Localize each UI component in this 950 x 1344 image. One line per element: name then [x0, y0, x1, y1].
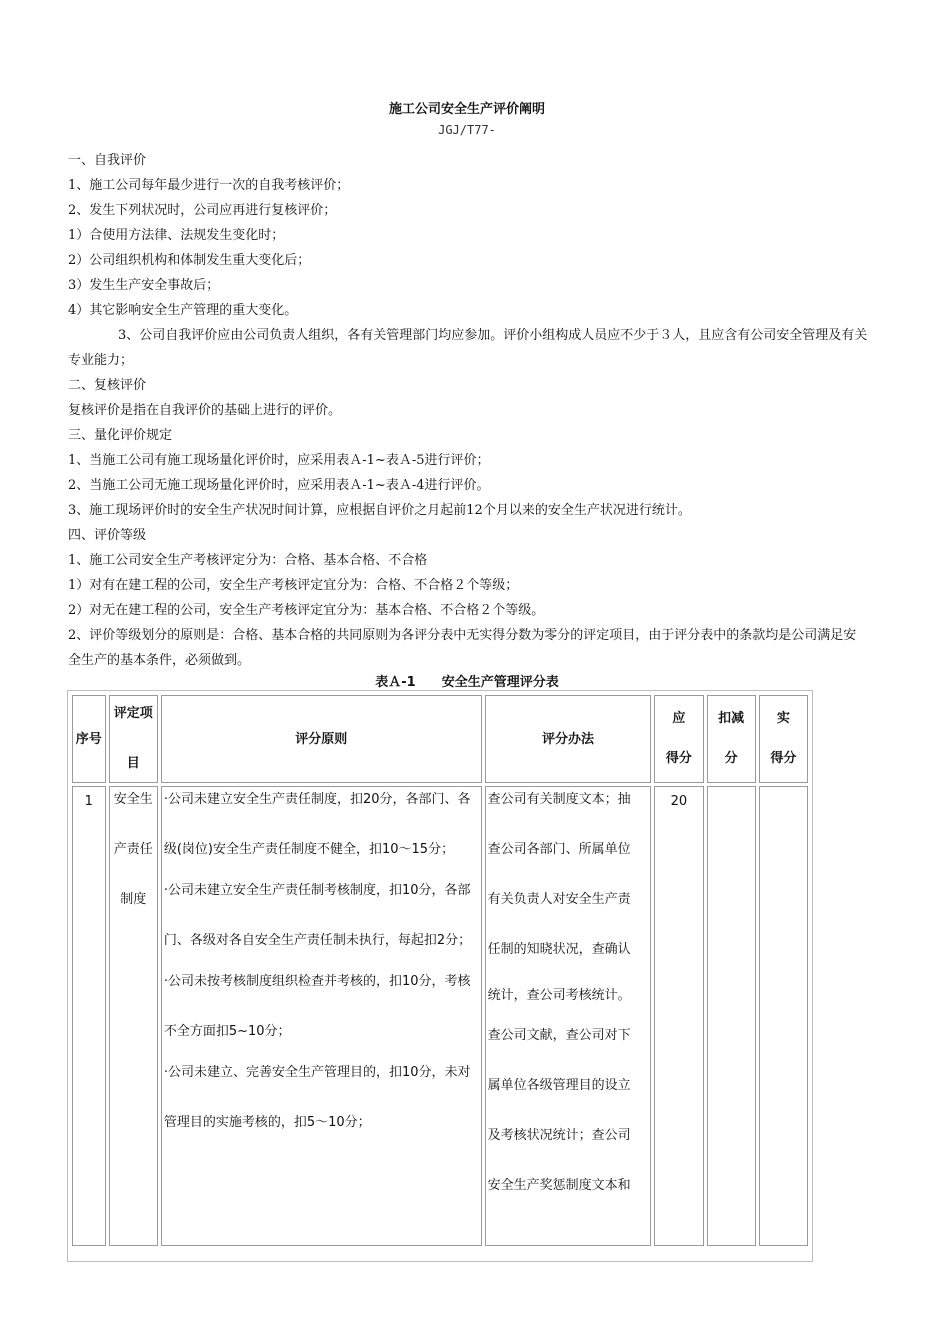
method-line: 有关负责人对安全生产责	[487, 892, 631, 907]
row-should-score	[654, 786, 703, 1246]
table-row	[72, 786, 808, 1246]
method-line: 查公司有关制度文本；抽	[487, 792, 631, 807]
header-actual	[759, 695, 808, 783]
method-line: 安全生产奖惩制度文本和	[487, 1178, 631, 1193]
header-item-line: 评定项	[113, 706, 153, 721]
document-body	[68, 148, 868, 673]
header-item-line: 目	[126, 756, 140, 771]
paragraph: 2）公司组织机构和体制发生重大变化后；	[68, 253, 311, 268]
should-score-value: 20	[670, 794, 688, 809]
paragraph: 4）其它影响安全生产管理的重大变化。	[68, 303, 298, 318]
paragraph: 三、量化评价规定	[68, 428, 173, 443]
paragraph: 2）对无在建工程的公司，安全生产考核评定宜分为：基本合格、不合格２个等级。	[68, 603, 545, 618]
score-table	[69, 692, 811, 1249]
rule-item: ·公司未建立安全生产责任制考核制度，扣10分，各部门、各级对各自安全生产责任制未执行，每起扣2分；	[163, 883, 472, 948]
standard-code: JGJ/T77-	[438, 123, 496, 137]
paragraph: 1）对有在建工程的公司，安全生产考核评定宜分为：合格、不合格２个等级；	[68, 578, 519, 593]
table-header-row	[72, 695, 808, 783]
header-deduct	[707, 695, 756, 783]
paragraph: 1、当施工公司有施工现场量化评价时，应采用表Ａ-1~表Ａ-5进行评价；	[68, 453, 490, 468]
table-caption-title: 安全生产管理评分表	[441, 675, 559, 690]
paragraph: 四、评价等级	[68, 528, 147, 543]
paragraph: 3）发生生产安全事故后；	[68, 278, 220, 293]
score-table-frame	[67, 690, 813, 1262]
paragraph: 一、自我评价	[68, 153, 147, 168]
row-item-line: 产责任	[113, 842, 153, 857]
row-actual	[759, 786, 808, 1246]
header-item	[109, 695, 158, 783]
header-rule: 评分原则	[161, 695, 482, 783]
paragraph: 1）合使用方法律、法规发生变化时；	[68, 228, 285, 243]
row-method	[485, 786, 652, 1246]
paragraph: 2、发生下列状况时，公司应再进行复核评价；	[68, 203, 337, 218]
row-item	[109, 786, 158, 1246]
row-rule	[161, 786, 482, 1246]
document-title: 施工公司安全生产评价阐明	[388, 102, 545, 117]
paragraph: 3、施工现场评价时的安全生产状况时间计算，应根据自评价之月起前12个月以来的安全生产状况进行统计。	[68, 503, 691, 518]
header-actual-line: 得分	[770, 751, 797, 766]
method-line: 查公司文献，查公司对下	[487, 1028, 631, 1043]
paragraph: 1、施工公司每年最少进行一次的自我考核评价；	[68, 178, 350, 193]
row-deduct	[707, 786, 756, 1246]
paragraph: 二、复核评价	[68, 378, 147, 393]
row-item-line: 制度	[120, 892, 147, 907]
header-should-score	[654, 695, 703, 783]
paragraph: 3、公司自我评价应由公司负责人组织，各有关管理部门均应参加。评价小组构成人员应不少于３人，且应含有公司安全管理及有关专业能力；	[68, 328, 868, 368]
method-line: 任制的知晓状况，查确认	[487, 942, 631, 957]
method-line: 属单位各级管理目的设立	[487, 1078, 631, 1093]
row-num	[72, 786, 106, 1246]
header-should-line: 应	[672, 711, 686, 726]
paragraph: 2、评价等级划分的原则是：合格、基本合格的共同原则为各评分表中无实得分数为零分的评定项目，由于评分表中的条款均是公司满足安全生产的基本条件，必须做到。	[68, 628, 857, 668]
paragraph: 复核评价是指在自我评价的基础上进行的评价。	[68, 403, 342, 418]
header-method: 评分办法	[485, 695, 652, 783]
rule-item: ·公司未建立、完善安全生产管理目的，扣10分，未对管理目的实施考核的，扣5～10分；	[163, 1065, 471, 1130]
table-caption-id: 表Ａ-1	[375, 675, 416, 690]
paragraph: 2、当施工公司无施工现场量化评价时，应采用表Ａ-1~表Ａ-4进行评价。	[68, 478, 490, 493]
paragraph: 1、施工公司安全生产考核评定分为：合格、基本合格、不合格	[68, 553, 428, 568]
rule-item: ·公司未建立安全生产责任制度，扣20分，各部门、各级(岗位)安全生产责任制度不健全，扣10～15分；	[163, 792, 471, 857]
rule-item: ·公司未按考核制度组织检查并考核的，扣10分，考核不全方面扣5~10分；	[163, 974, 471, 1039]
header-deduct-line: 扣减	[718, 711, 745, 726]
header-deduct-line: 分	[724, 751, 738, 766]
header-actual-line: 实	[776, 711, 790, 726]
header-should-line: 得分	[665, 751, 692, 766]
table-caption	[0, 671, 934, 690]
row-item-line: 安全生	[113, 792, 153, 807]
method-line: 查公司各部门、所属单位	[487, 842, 631, 857]
row-num-value: 1	[84, 794, 93, 809]
header-num: 序号	[72, 695, 106, 783]
method-line: 统计，查公司考核统计。	[487, 988, 631, 1003]
method-line: 及考核状况统计；查公司	[487, 1128, 631, 1143]
